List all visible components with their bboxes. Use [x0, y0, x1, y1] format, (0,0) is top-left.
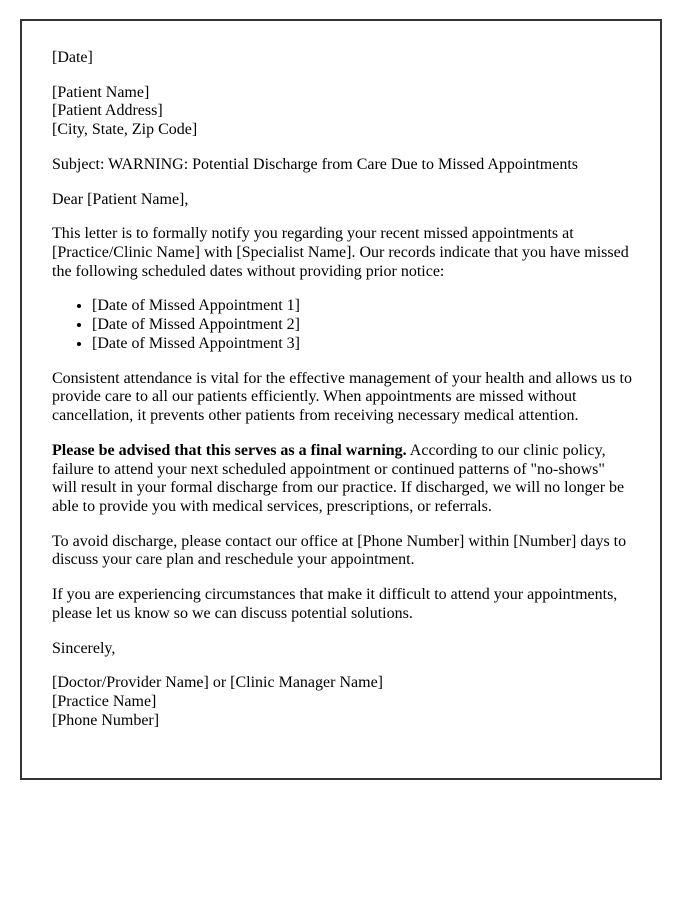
- salutation: Dear [Patient Name],: [52, 190, 189, 208]
- closing-line: Sincerely,: [52, 639, 116, 657]
- missed-appointment-item-2: • [Date of Missed Appointment 2]: [92, 316, 633, 335]
- missed-appointments-list: [52, 297, 633, 353]
- circumstances-paragraph: If you are experiencing circumstances that make it difficult to attend your appointments, please let us know so we can discuss potential solutions.: [52, 586, 618, 622]
- missed-appointment-item-1: • [Date of Missed Appointment 1]: [92, 297, 633, 316]
- warning-continuation: According to our clinic policy, failure to attend your next scheduled appointment or continued patterns of "no-shows" will result in your formal discharge from our practice. If discharged, we will no longer be able to provide you with medical services, prescriptions, or referrals.: [52, 441, 625, 515]
- signature-phone: [Phone Number]: [52, 711, 160, 729]
- avoid-discharge-paragraph: To avoid discharge, please contact our office at [Phone Number] within [Number] days to discuss your care plan and reschedule your appointment.: [52, 532, 627, 569]
- recipient-address: [Patient Address]: [52, 102, 163, 120]
- missed-appointment-item-3: • [Date of Missed Appointment 3]: [92, 335, 633, 354]
- signature-block: [52, 674, 633, 730]
- recipient-block: [52, 84, 633, 140]
- subject-line: Subject: WARNING: Potential Discharge from Care Due to Missed Appointments: [52, 155, 579, 173]
- warning-paragraph: [52, 442, 633, 517]
- letter-container: [20, 19, 662, 780]
- warning-emphasis: Please be advised that this serves as a final warning.: [52, 441, 407, 459]
- intro-paragraph: This letter is to formally notify you regarding your recent missed appointments at [Practice/Clinic Name] with [Specialist Name]. Our records indicate that you have missed the following scheduled dates without providing prior notice:: [52, 225, 629, 280]
- attendance-paragraph: Consistent attendance is vital for the effective management of your health and allows us to provide care to all our patients efficiently. When appointments are missed without cancellation, it prevents other patients from receiving necessary medical attention.: [52, 369, 632, 425]
- date-line: [Date]: [52, 49, 93, 66]
- signature-name: [Doctor/Provider Name] or [Clinic Manager Name]: [52, 674, 383, 692]
- signature-practice: [Practice Name]: [52, 692, 157, 710]
- recipient-city-state-zip: [City, State, Zip Code]: [52, 121, 198, 139]
- recipient-name: [Patient Name]: [52, 83, 150, 101]
